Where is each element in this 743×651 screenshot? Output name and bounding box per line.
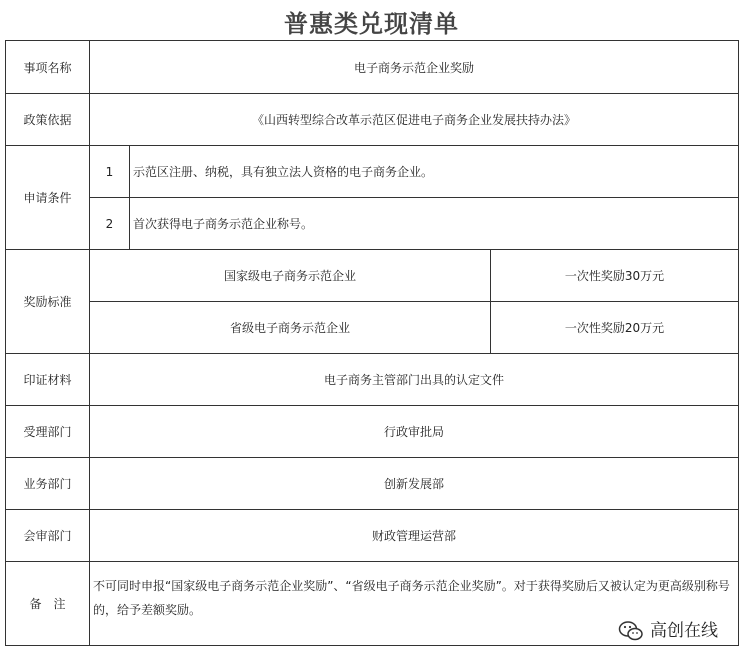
- remarks-value: 不可同时申报“国家级电子商务示范企业奖励”、“省级电子商务示范企业奖励”。对于获得奖励后又被认定为更高级别称号的，给予差额奖励。: [93, 578, 730, 617]
- row-item-name: [6, 41, 739, 94]
- row-reward-provincial: [6, 302, 739, 354]
- watermark-text: 高创在线: [650, 621, 719, 641]
- reward-level: 国家级电子商务示范企业: [90, 250, 491, 302]
- remarks-cell: [90, 562, 739, 646]
- row-condition-1: [6, 146, 739, 198]
- condition-text: 首次获得电子商务示范企业称号。: [130, 198, 739, 250]
- business-dept-label: 业务部门: [6, 458, 90, 510]
- page-title: 普惠类兑现清单: [284, 10, 459, 38]
- review-dept-label: 会审部门: [6, 510, 90, 562]
- remarks-label: 备 注: [6, 562, 90, 646]
- row-business-dept: [6, 458, 739, 510]
- reward-amount: 一次性奖励20万元: [491, 302, 739, 354]
- policy-basis-value: 《山西转型综合改革示范区促进电子商务企业发展扶持办法》: [90, 94, 739, 146]
- wechat-icon: [618, 620, 644, 642]
- row-condition-2: [6, 198, 739, 250]
- condition-number: 2: [90, 198, 130, 250]
- row-policy-basis: [6, 94, 739, 146]
- reward-amount: 一次性奖励30万元: [491, 250, 739, 302]
- conditions-label: 申请条件: [6, 146, 90, 250]
- reward-label: 奖励标准: [6, 250, 90, 354]
- watermark: [616, 619, 720, 643]
- row-reward-national: [6, 250, 739, 302]
- business-dept-value: 创新发展部: [90, 458, 739, 510]
- accepting-dept-label: 受理部门: [6, 406, 90, 458]
- item-name-value: 电子商务示范企业奖励: [90, 41, 739, 94]
- policy-basis-label: 政策依据: [6, 94, 90, 146]
- condition-text: 示范区注册、纳税，具有独立法人资格的电子商务企业。: [130, 146, 739, 198]
- reward-level: 省级电子商务示范企业: [90, 302, 491, 354]
- condition-number: 1: [90, 146, 130, 198]
- materials-label: 印证材料: [6, 354, 90, 406]
- policy-table: [5, 40, 739, 646]
- accepting-dept-value: 行政审批局: [90, 406, 739, 458]
- review-dept-value: 财政管理运营部: [90, 510, 739, 562]
- materials-value: 电子商务主管部门出具的认定文件: [90, 354, 739, 406]
- row-review-dept: [6, 510, 739, 562]
- item-name-label: 事项名称: [6, 41, 90, 94]
- row-remarks: [6, 562, 739, 646]
- row-materials: [6, 354, 739, 406]
- row-accepting-dept: [6, 406, 739, 458]
